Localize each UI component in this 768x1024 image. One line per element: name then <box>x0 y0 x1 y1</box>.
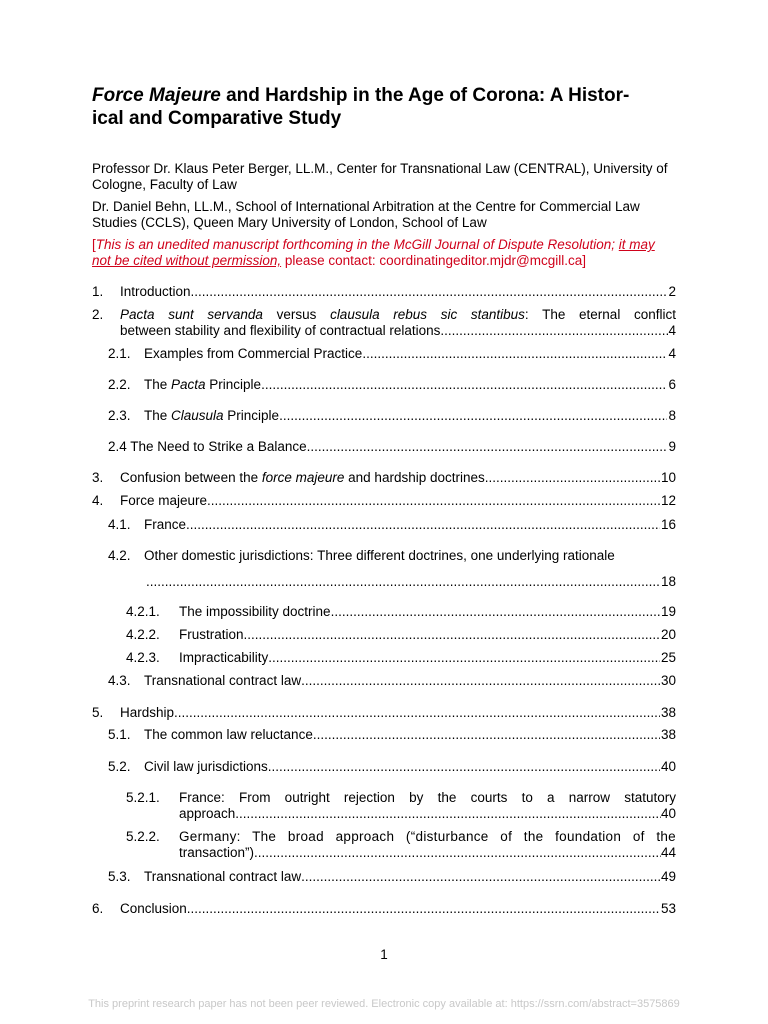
toc-entry-2-3[interactable] <box>108 408 676 424</box>
toc-label: Frustration <box>179 627 244 642</box>
notice-bracket: [ <box>92 237 96 252</box>
toc-leader <box>440 323 668 339</box>
toc-number: 1. <box>92 284 104 299</box>
toc-number: 2. <box>92 307 104 322</box>
toc-label-text: The <box>144 377 172 392</box>
toc-leader <box>301 673 660 689</box>
toc-number: 3. <box>92 470 104 485</box>
toc-label: France: From outright rejection by the courts to a narrow statutory <box>179 790 676 805</box>
toc-page: 8 <box>668 408 676 423</box>
toc-leader <box>146 574 661 590</box>
toc-leader <box>301 869 660 885</box>
toc-page: 30 <box>660 673 676 688</box>
toc-number: 5.1. <box>108 727 131 742</box>
toc-page: 12 <box>660 493 676 508</box>
toc-label <box>120 470 485 486</box>
toc-label-text: The <box>144 408 172 423</box>
toc-label-text: versus <box>262 307 331 322</box>
toc-leader <box>261 377 667 393</box>
toc-leader <box>174 705 660 721</box>
toc-entry-5[interactable] <box>92 705 676 721</box>
toc-label: Germany: The broad approach (“disturbance of the foundation of the <box>179 829 676 844</box>
toc-number: 2.3. <box>108 408 131 423</box>
toc-page: 18 <box>660 574 676 589</box>
toc-number: 2.2. <box>108 377 131 392</box>
toc-page: 9 <box>668 439 676 454</box>
toc-number: 4.2.2. <box>126 627 160 642</box>
toc-page: 4 <box>668 323 676 338</box>
toc-entry-4-1[interactable] <box>108 517 676 533</box>
toc-label: The impossibility doctrine <box>179 604 331 619</box>
toc-number: 5. <box>92 705 104 720</box>
toc-number: 4.1. <box>108 517 131 532</box>
toc-page: 6 <box>668 377 676 392</box>
toc-label <box>144 408 279 424</box>
notice-contact: please contact: coordinatingeditor.mjdr@mcgill.ca] <box>281 253 586 268</box>
toc-leader <box>485 470 660 486</box>
toc-entry-4-2-2[interactable] <box>126 627 676 643</box>
toc-label-text: Principle <box>205 377 262 392</box>
toc-label-line2: between stability and flexibility of contractual relations <box>120 323 441 338</box>
toc-entry-2-4[interactable] <box>108 439 676 455</box>
manuscript-notice <box>92 237 676 269</box>
toc-label: Impracticability <box>179 650 269 665</box>
toc-page: 25 <box>660 650 676 665</box>
page-number: 1 <box>380 947 388 962</box>
toc-entry-2[interactable] <box>92 307 676 339</box>
toc-page: 10 <box>660 470 676 485</box>
toc-entry-4-2[interactable] <box>108 548 676 590</box>
toc-entry-3[interactable] <box>92 470 676 486</box>
notice-permission-link[interactable]: it may not be cited without permission, <box>92 237 655 268</box>
toc-leader <box>268 759 660 775</box>
toc-label <box>144 377 261 393</box>
toc-label-text: : The eternal conflict <box>524 307 677 322</box>
toc-page: 40 <box>660 806 676 821</box>
toc-entry-1[interactable] <box>92 284 676 300</box>
toc-leader <box>186 517 660 533</box>
toc-number: 5.2.1. <box>126 790 160 805</box>
title-line2: ical and Comparative Study <box>92 108 342 129</box>
toc-entry-5-2[interactable] <box>108 759 676 775</box>
toc-entry-2-2[interactable] <box>108 377 676 393</box>
toc-leader <box>207 493 660 509</box>
toc-leader <box>187 901 660 917</box>
toc-page: 40 <box>660 759 676 774</box>
ssrn-footer: This preprint research paper has not been peer reviewed. Electronic copy available at: https://ssrn.com/abstract=3575869 <box>88 998 680 1010</box>
toc-label: Other domestic jurisdictions: Three different doctrines, one underlying rationale <box>144 548 615 563</box>
toc-label-italic: clausula rebus sic stantibus <box>330 307 525 322</box>
toc-leader <box>279 408 667 424</box>
toc-label: France <box>144 517 187 532</box>
toc-number: 5.3. <box>108 869 131 884</box>
toc-label: Hardship <box>120 705 175 720</box>
toc-number: 4.3. <box>108 673 131 688</box>
toc-leader <box>244 627 660 643</box>
toc-label: Civil law jurisdictions <box>144 759 268 774</box>
toc-label-text: Confusion between the <box>120 470 262 485</box>
toc-entry-4-2-3[interactable] <box>126 650 676 666</box>
toc-entry-4-3[interactable] <box>108 673 676 689</box>
toc-label-italic: Pacta sunt servanda <box>120 307 263 322</box>
toc-page: 49 <box>660 869 676 884</box>
toc-page: 53 <box>660 901 676 916</box>
toc-entry-2-1[interactable] <box>108 346 676 362</box>
title-italic-part: Force Majeure <box>92 85 221 106</box>
toc-leader <box>235 806 661 822</box>
toc-entry-5-2-2[interactable] <box>126 829 676 861</box>
toc-leader <box>268 650 660 666</box>
toc-entry-4[interactable] <box>92 493 676 509</box>
toc-number: 4.2.3. <box>126 650 160 665</box>
toc-number: 2.1. <box>108 346 131 361</box>
author-berger: Professor Dr. Klaus Peter Berger, LL.M., Center for Transnational Law (CENTRAL), University of Cologne, Faculty of Law <box>92 161 668 192</box>
toc-entry-6[interactable] <box>92 901 676 917</box>
toc-leader <box>254 845 661 861</box>
toc-page: 4 <box>668 346 676 361</box>
toc-leader <box>307 439 668 455</box>
title-line1-rest: and Hardship in the Age of Corona: A Histor- <box>220 85 630 106</box>
toc-label: The common law reluctance <box>144 727 313 742</box>
notice-italic: This is an unedited manuscript forthcoming in the McGill Journal of Dispute Resolution; <box>95 237 619 252</box>
toc-leader <box>191 284 668 300</box>
toc-label: Introduction <box>120 284 191 299</box>
toc-page: 19 <box>660 604 676 619</box>
toc-label-italic: Clausula <box>171 408 224 423</box>
toc-leader <box>313 727 660 743</box>
toc-leader <box>331 604 660 620</box>
toc-page: 38 <box>660 705 676 720</box>
toc-label-text: and hardship doctrines <box>344 470 485 485</box>
toc-label-italic: force majeure <box>261 470 345 485</box>
toc-page: 16 <box>660 517 676 532</box>
toc-label: Force majeure <box>120 493 208 508</box>
toc-label-line2: approach <box>179 806 236 821</box>
toc-label: Transnational contract law <box>144 869 302 884</box>
toc-label: Conclusion <box>120 901 187 916</box>
toc-label-italic: Pacta <box>171 377 206 392</box>
toc-number: 4. <box>92 493 104 508</box>
toc-label-line2: transaction”) <box>179 845 255 860</box>
author-behn: Dr. Daniel Behn, LL.M., School of International Arbitration at the Centre for Commercial Law Studies (CCLS), Queen Mary University of London, School of Law <box>92 199 640 230</box>
toc-number: 4.2. <box>108 548 131 563</box>
toc-label-text: Principle <box>223 408 280 423</box>
toc-label: 2.4 The Need to Strike a Balance <box>108 439 307 454</box>
toc-entry-5-2-1[interactable] <box>126 790 676 822</box>
toc-number: 6. <box>92 901 104 916</box>
toc-number: 5.2.2. <box>126 829 160 844</box>
toc-page: 38 <box>660 727 676 742</box>
toc-entry-4-2-1[interactable] <box>126 604 676 620</box>
toc-entry-5-1[interactable] <box>108 727 676 743</box>
toc-page: 44 <box>660 845 676 860</box>
toc-label: Transnational contract law <box>144 673 302 688</box>
toc-number: 5.2. <box>108 759 131 774</box>
paper-title <box>92 84 676 130</box>
toc-page: 2 <box>668 284 676 299</box>
toc-label <box>120 307 676 323</box>
toc-leader <box>362 346 667 362</box>
toc-page: 20 <box>660 627 676 642</box>
toc-label: Examples from Commercial Practice <box>144 346 363 361</box>
toc-entry-5-3[interactable] <box>108 869 676 885</box>
toc-number: 4.2.1. <box>126 604 160 619</box>
